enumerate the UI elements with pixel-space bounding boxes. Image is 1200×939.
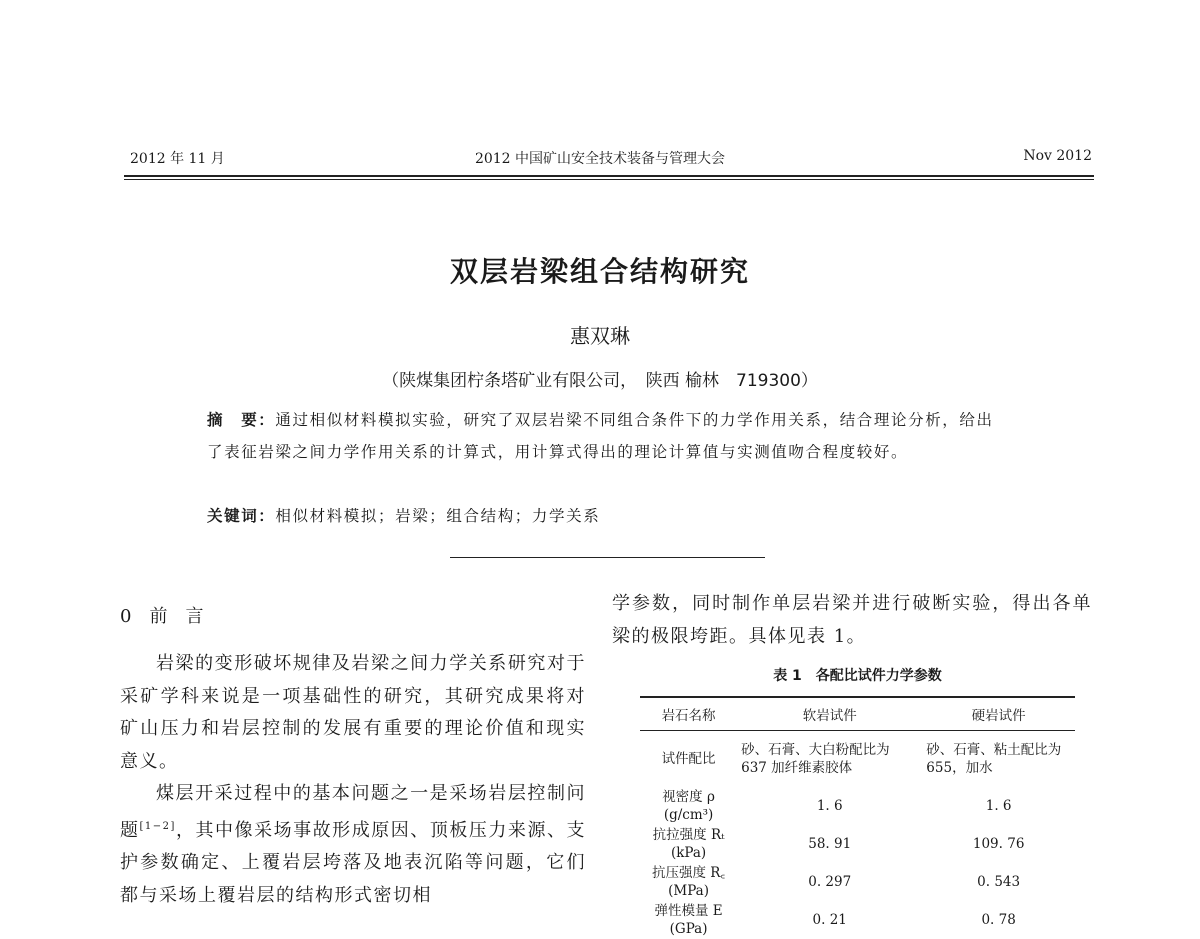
parameters-table bbox=[640, 696, 1075, 939]
table-cell: 弹性模量 E (GPa) bbox=[654, 903, 723, 937]
left-column bbox=[120, 648, 586, 912]
affiliation: （陕煤集团柠条塔矿业有限公司， 陕西 榆林 719300） bbox=[382, 371, 818, 391]
table-cell: 1. 6 bbox=[816, 798, 843, 814]
header-rule bbox=[124, 175, 1094, 177]
keywords-label: 关键词： bbox=[207, 507, 276, 525]
table-cell: 试件配比 bbox=[661, 751, 716, 767]
header-conference: 2012 中国矿山安全技术装备与管理大会 bbox=[474, 151, 726, 167]
table-cell: 0. 543 bbox=[977, 874, 1021, 890]
table-header: 软岩试件 bbox=[737, 697, 922, 731]
table-cell: 0. 78 bbox=[981, 912, 1016, 928]
header-rule-thin bbox=[124, 179, 1094, 180]
paragraph: 学参数，同时制作单层岩梁并进行破断实验，得出各单梁的极限垮距。具体见表 1。 bbox=[612, 593, 1092, 647]
paragraph-text: ，其中像采场事故形成原因、顶板压力来源、支护参数确定、上覆岩层垮落及地表沉陷等问题，它们都与采场上覆岩层的结构形式密切相 bbox=[120, 819, 587, 906]
author: 惠双琳 bbox=[570, 324, 630, 348]
section-heading: 0 前 言 bbox=[120, 606, 204, 627]
table-cell: 0. 297 bbox=[808, 874, 852, 890]
keywords-text: 相似材料模拟；岩梁；组合结构；力学关系 bbox=[275, 507, 601, 525]
table-cell: 视密度 ρ (g/cm³) bbox=[662, 789, 715, 823]
table-cell: 58. 91 bbox=[808, 836, 852, 852]
table-header: 岩石名称 bbox=[640, 697, 737, 731]
table-row bbox=[640, 863, 1075, 901]
paragraph-text: 煤层开采过程中的基本问题之一是采场岩层控制问题 bbox=[120, 783, 586, 841]
paragraph bbox=[120, 778, 586, 912]
separator-rule bbox=[450, 557, 765, 558]
table-row bbox=[640, 787, 1075, 825]
abstract-label: 摘 要： bbox=[207, 411, 276, 429]
table-cell: 109. 76 bbox=[972, 836, 1025, 852]
right-column bbox=[612, 588, 1092, 653]
paragraph: 岩梁的变形破坏规律及岩梁之间力学关系研究对于采矿学科来说是一项基础性的研究，其研究成果将对矿山压力和岩层控制的发展有重要的理论价值和现实意义。 bbox=[120, 653, 586, 772]
table-caption: 表 1 各配比试件力学参数 bbox=[773, 668, 942, 684]
table-cell: 砂、石膏、粘土配比为 655，加水 bbox=[926, 742, 1062, 776]
table-cell: 0. 21 bbox=[812, 912, 847, 928]
table-row bbox=[640, 731, 1075, 788]
abstract-text: 通过相似材料模拟实验，研究了双层岩梁不同组合条件下的力学作用关系，结合理论分析，给出了表征岩梁之间力学作用关系的计算式，用计算式得出的理论计算值与实测值吻合程度较好。 bbox=[207, 411, 994, 461]
table-cell: 抗拉强度 Rₜ (kPa) bbox=[652, 827, 725, 861]
paper-title: 双层岩梁组合结构研究 bbox=[449, 255, 750, 288]
table-cell: 砂、石膏、大白粉配比为 637 加纤维素胶体 bbox=[741, 742, 890, 776]
abstract bbox=[207, 404, 1007, 468]
keywords bbox=[207, 504, 600, 526]
header-date-en: Nov 2012 bbox=[1023, 148, 1092, 164]
header-date: 2012 年 11 月 bbox=[130, 151, 225, 167]
table-row bbox=[640, 825, 1075, 863]
citation[interactable]: [1−2] bbox=[139, 820, 176, 832]
table-row bbox=[640, 901, 1075, 939]
table-cell: 1. 6 bbox=[985, 798, 1012, 814]
table-header: 硬岩试件 bbox=[922, 697, 1075, 731]
table-cell: 抗压强度 R꜀ (MPa) bbox=[651, 865, 726, 899]
